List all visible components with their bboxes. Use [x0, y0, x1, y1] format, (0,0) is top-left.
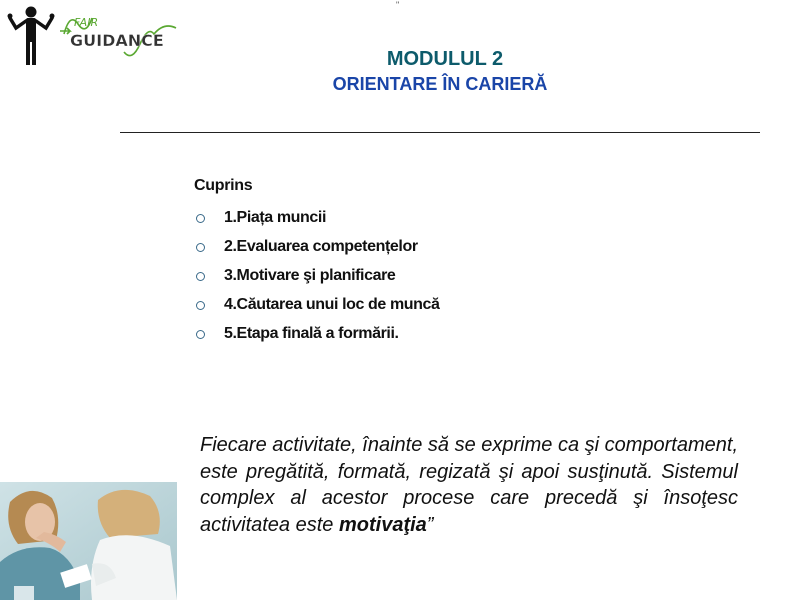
toc-item-label: 3.Motivare şi planificare: [224, 267, 396, 284]
quote-closing: ”: [426, 513, 434, 536]
toc-heading: Cuprins: [194, 177, 253, 194]
circle-bullet-icon: [196, 272, 205, 281]
circle-bullet-icon: [196, 330, 205, 339]
toc-item-label: 1.Piața muncii: [224, 209, 326, 226]
svg-text:GUIDANCE: GUIDANCE: [70, 31, 164, 50]
table-of-contents: [194, 176, 574, 350]
toc-item-label: 5.Etapa finală a formării.: [224, 325, 399, 342]
circle-bullet-icon: [196, 214, 205, 223]
toc-list: [194, 205, 574, 350]
list-item: [194, 205, 574, 234]
list-item: [194, 263, 574, 292]
toc-item-label: 4.Căutarea unui loc de muncă: [224, 296, 440, 313]
title-line-2: ORIENTARE ÎN CARIERĂ: [332, 74, 548, 94]
list-item: [194, 292, 574, 321]
top-mark: ": [396, 0, 400, 10]
horizontal-divider: [120, 132, 760, 133]
circle-bullet-icon: [196, 301, 205, 310]
circle-bullet-icon: [196, 243, 205, 252]
list-item: [194, 234, 574, 263]
quote-emphasis: motivaţia: [338, 513, 427, 536]
list-item: [194, 321, 574, 350]
toc-item-label: 2.Evaluarea competențelor: [224, 238, 418, 255]
counseling-photo: [0, 482, 177, 600]
motivation-quote: [200, 432, 738, 538]
quote-text: Fiecare activitate, înainte să se exprime ca şi comportament, este pregătită, formată, regizată şi apoi susţinută. Sistemul complex al acestor procese care precedă şi însoţesc activitatea este: [200, 434, 739, 536]
svg-text:FAIR: FAIR: [74, 16, 99, 29]
title-line-1: MODULUL 2: [386, 48, 504, 70]
